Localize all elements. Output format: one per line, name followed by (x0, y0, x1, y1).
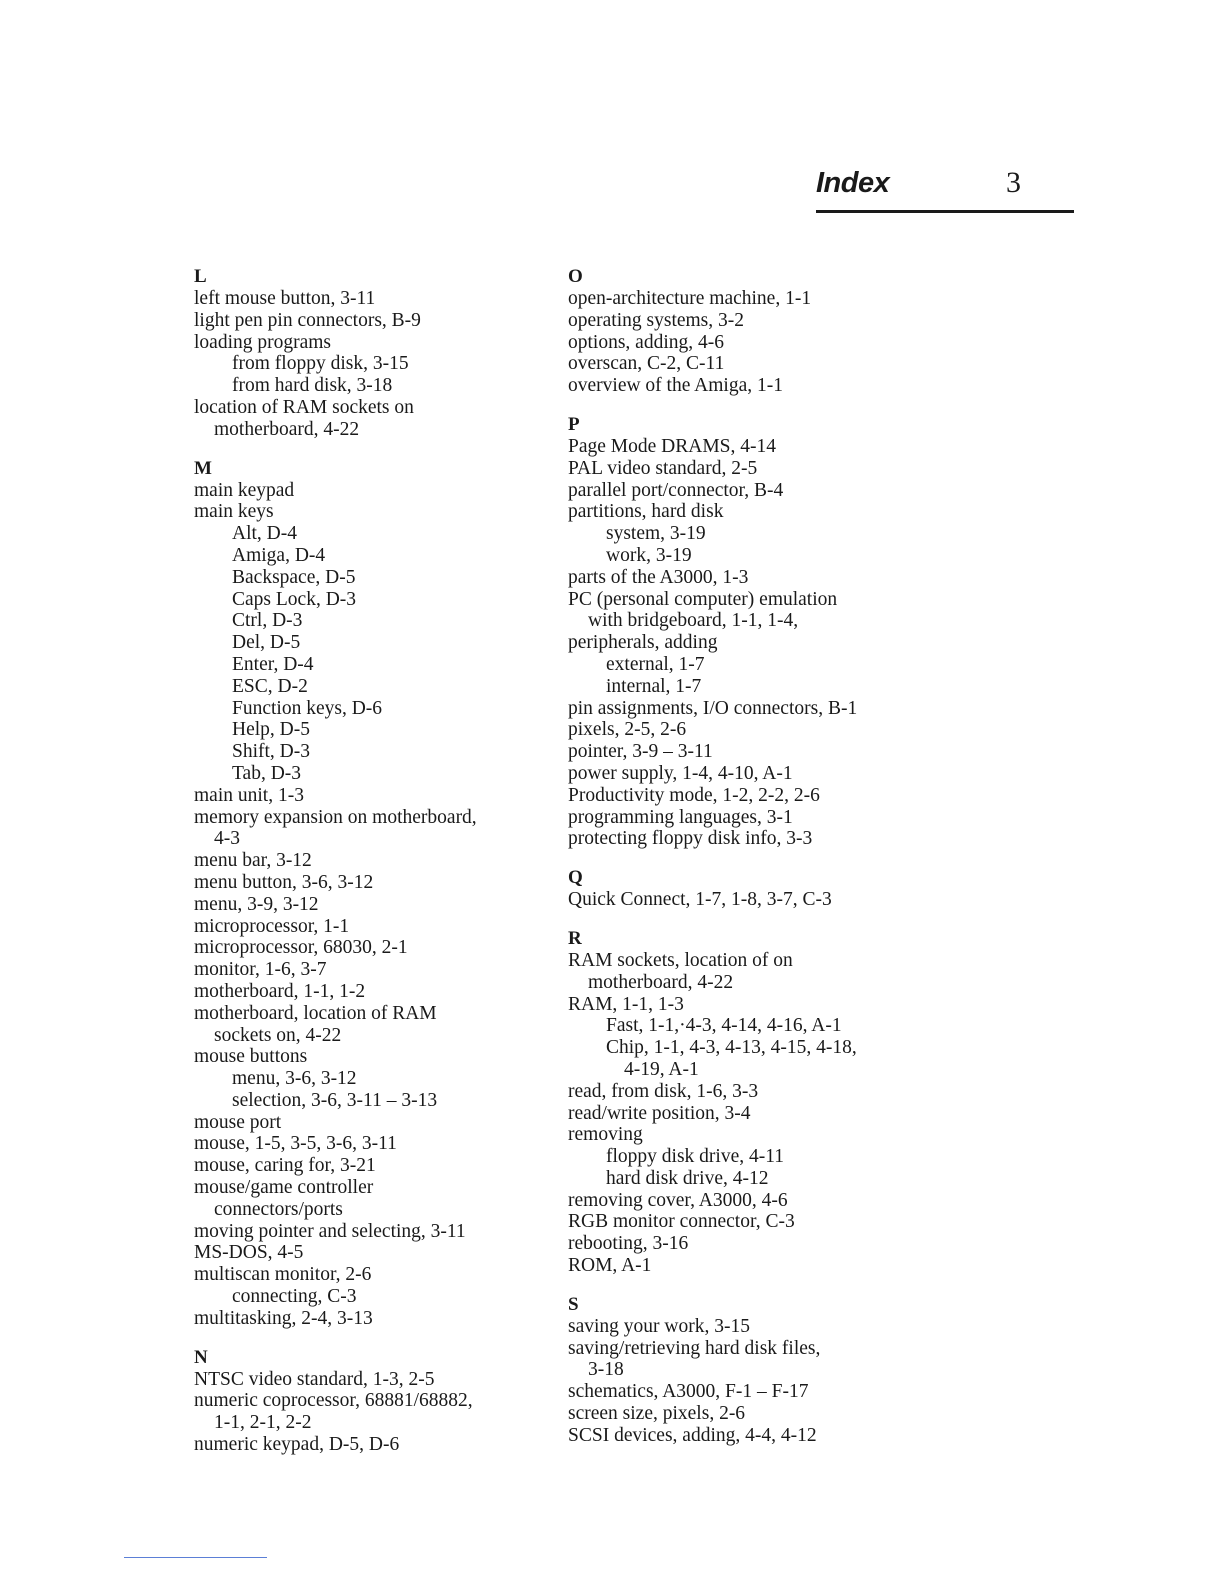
section-letter: P (568, 413, 580, 435)
index-entry: Quick Connect, 1-7, 1-8, 3-7, C-3 (568, 889, 832, 911)
index-entry: pixels, 2-5, 2-6 (568, 719, 687, 741)
index-entry: external, 1-7 (606, 653, 705, 675)
index-entry: microprocessor, 68030, 2-1 (194, 937, 408, 959)
index-entry: pointer, 3-9 – 3-11 (568, 741, 713, 763)
section-letter: N (194, 1346, 208, 1368)
index-entry: motherboard, location of RAM (194, 1002, 437, 1024)
index-entry: Alt, D-4 (232, 523, 297, 545)
index-entry: location of RAM sockets on (194, 396, 414, 418)
page-header (816, 166, 1074, 214)
index-entry: main keypad (194, 479, 295, 501)
header-title: Index (816, 167, 890, 199)
index-entry: multiscan monitor, 2-6 (194, 1264, 372, 1286)
index-entry: menu button, 3-6, 3-12 (194, 871, 374, 893)
index-entry: system, 3-19 (606, 523, 706, 545)
index-entry: overscan, C-2, C-11 (568, 353, 725, 375)
index-entry: RAM, 1-1, 1-3 (568, 993, 684, 1015)
index-section-s (568, 1294, 948, 1447)
index-entry: Del, D-5 (232, 632, 301, 654)
index-entry: loading programs (194, 331, 332, 353)
index-entry: ESC, D-2 (232, 675, 308, 697)
index-entry: moving pointer and selecting, 3-11 (194, 1220, 466, 1242)
index-entry: main unit, 1-3 (194, 784, 304, 806)
index-entry: removing (568, 1124, 643, 1146)
index-entry: Tab, D-3 (232, 762, 302, 784)
index-entry: with bridgeboard, 1-1, 1-4, (588, 610, 799, 632)
index-entry: read/write position, 3-4 (568, 1102, 751, 1124)
index-entry: open-architecture machine, 1-1 (568, 288, 812, 309)
index-entry: microprocessor, 1-1 (194, 915, 350, 937)
index-entry: selection, 3-6, 3-11 – 3-13 (232, 1089, 438, 1111)
index-entry: internal, 1-7 (606, 675, 702, 697)
index-entry: Help, D-5 (232, 719, 310, 741)
index-entry: pin assignments, I/O connectors, B-1 (568, 697, 858, 719)
index-entry: 1-1, 2-1, 2-2 (214, 1412, 312, 1434)
index-entry: mouse, 1-5, 3-5, 3-6, 3-11 (194, 1133, 397, 1155)
index-entry: numeric keypad, D-5, D-6 (194, 1434, 400, 1456)
index-entry: protecting floppy disk info, 3-3 (568, 828, 813, 850)
index-entry: numeric coprocessor, 68881/68882, (194, 1390, 473, 1412)
index-entry: 4-19, A-1 (624, 1058, 699, 1080)
index-entry: floppy disk drive, 4-11 (606, 1146, 785, 1168)
index-entry: SCSI devices, adding, 4-4, 4-12 (568, 1424, 817, 1446)
index-entry: Backspace, D-5 (232, 566, 356, 588)
footer-rule (124, 1557, 267, 1558)
index-entry: light pen pin connectors, B-9 (194, 309, 421, 331)
index-entry: PC (personal computer) emulation (568, 588, 838, 610)
section-letter: M (194, 457, 212, 479)
index-entry: menu bar, 3-12 (194, 850, 312, 872)
index-entry: saving your work, 3-15 (568, 1315, 750, 1337)
index-entry: Function keys, D-6 (232, 697, 383, 719)
page-number: 3 (1006, 166, 1021, 199)
index-entry: Chip, 1-1, 4-3, 4-13, 4-15, 4-18, (606, 1037, 857, 1059)
index-entry: mouse port (194, 1111, 282, 1133)
index-section-o (568, 266, 948, 397)
section-letter: L (194, 266, 207, 287)
index-entry: parallel port/connector, B-4 (568, 479, 784, 501)
index-entry: connectors/ports (214, 1198, 343, 1220)
index-entry: sockets on, 4-22 (214, 1024, 342, 1046)
index-entry: overview of the Amiga, 1-1 (568, 375, 783, 397)
index-entry: work, 3-19 (606, 544, 692, 566)
index-entry: from hard disk, 3-18 (232, 375, 393, 397)
index-entry: motherboard, 1-1, 1-2 (194, 980, 366, 1002)
index-entry: motherboard, 4-22 (214, 418, 360, 440)
index-entry: operating systems, 3-2 (568, 309, 745, 331)
section-letter: Q (568, 867, 583, 889)
index-entry: peripherals, adding (568, 632, 718, 654)
index-entry: menu, 3-6, 3-12 (232, 1068, 357, 1090)
index-entry: screen size, pixels, 2-6 (568, 1403, 746, 1425)
index-entry: partitions, hard disk (568, 501, 724, 523)
index-entry: saving/retrieving hard disk files, (568, 1337, 821, 1359)
index-entry: schematics, A3000, F-1 – F-17 (568, 1381, 809, 1403)
index-entry: left mouse button, 3-11 (194, 288, 376, 309)
index-entry: Enter, D-4 (232, 653, 314, 675)
index-entry: multitasking, 2-4, 3-13 (194, 1307, 373, 1329)
index-entry: menu, 3-9, 3-12 (194, 893, 319, 915)
index-column-right (568, 266, 948, 1464)
index-entry: programming languages, 3-1 (568, 806, 793, 828)
index-section-n (194, 1347, 554, 1456)
section-letter: R (568, 927, 582, 949)
index-entry: motherboard, 4-22 (588, 971, 734, 993)
index-entry: monitor, 1-6, 3-7 (194, 959, 327, 981)
index-column-left (194, 266, 554, 1473)
index-entry: Productivity mode, 1-2, 2-2, 2-6 (568, 784, 820, 806)
index-entry: mouse buttons (194, 1046, 308, 1068)
index-entry: 4-3 (214, 828, 240, 850)
index-entry: 3-18 (588, 1359, 624, 1381)
index-entry: Amiga, D-4 (232, 544, 326, 566)
index-entry: options, adding, 4-6 (568, 331, 724, 353)
index-section-q (568, 867, 948, 911)
index-entry: hard disk drive, 4-12 (606, 1167, 769, 1189)
index-entry: rebooting, 3-16 (568, 1233, 689, 1255)
index-entry: main keys (194, 501, 274, 523)
index-entry: connecting, C-3 (232, 1286, 357, 1308)
index-entry: Shift, D-3 (232, 741, 310, 763)
header-rule (816, 210, 1074, 213)
index-section-p (568, 414, 948, 850)
section-letter: S (568, 1293, 579, 1315)
index-entry: Caps Lock, D-3 (232, 588, 357, 610)
index-entry: parts of the A3000, 1-3 (568, 566, 749, 588)
index-section-m (194, 458, 554, 1330)
index-entry: PAL video standard, 2-5 (568, 457, 758, 479)
index-section-l (194, 266, 554, 441)
index-entry: RAM sockets, location of on (568, 949, 793, 971)
index-entry: NTSC video standard, 1-3, 2-5 (194, 1368, 435, 1390)
index-entry: ROM, A-1 (568, 1255, 652, 1277)
index-entry: RGB monitor connector, C-3 (568, 1211, 795, 1233)
index-entry: memory expansion on motherboard, (194, 806, 477, 828)
index-entry: MS-DOS, 4-5 (194, 1242, 304, 1264)
index-entry: removing cover, A3000, 4-6 (568, 1189, 788, 1211)
section-letter: O (568, 266, 583, 287)
index-entry: power supply, 1-4, 4-10, A-1 (568, 762, 793, 784)
index-entry: mouse/game controller (194, 1177, 374, 1199)
index-entry: Page Mode DRAMS, 4-14 (568, 435, 776, 457)
index-section-r (568, 928, 948, 1277)
index-entry: Ctrl, D-3 (232, 610, 303, 632)
index-entry: mouse, caring for, 3-21 (194, 1155, 376, 1177)
index-entry: Fast, 1-1,·4-3, 4-14, 4-16, A-1 (606, 1015, 842, 1037)
index-entry: from floppy disk, 3-15 (232, 353, 409, 375)
index-entry: read, from disk, 1-6, 3-3 (568, 1080, 759, 1102)
